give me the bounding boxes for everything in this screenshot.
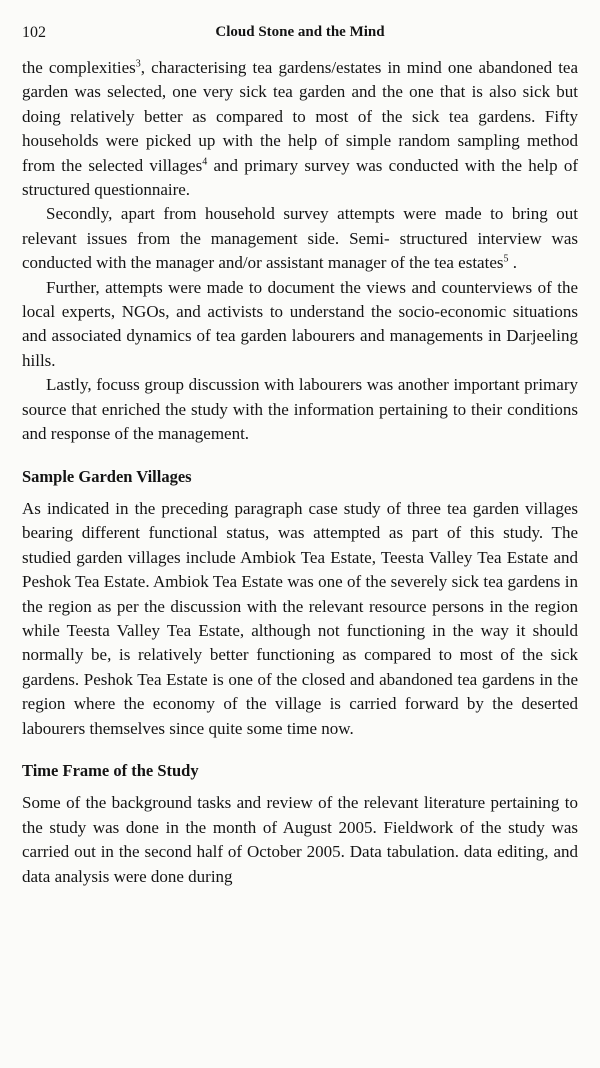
paragraph-further: Further, attempts were made to document the views and counterviews of the local experts, NGOs, and activists to understand the socio-economic situations and associated dynamics of tea garden labourers and managements in Darjeeling hills. (22, 277, 578, 370)
paragraph-lastly: Lastly, focuss group discussion with labourers was another important primary source that enriched the study with the information pertaining to their conditions and response of the management. (22, 375, 578, 444)
paragraph-complexities (22, 56, 578, 202)
footnote-marker: 4 (202, 155, 208, 167)
page-body (22, 56, 578, 889)
paragraph-text: . (508, 253, 517, 273)
paragraph-text: and primary survey was conducted with the help of structured questionnaire. (22, 155, 579, 200)
section-heading-sample-garden-villages: Sample Garden Villages (22, 466, 192, 486)
footnote-marker: 3 (135, 58, 141, 70)
paragraph-text: , characterising tea gardens/estates in mind one abandoned tea garden was selected, one very sick tea garden and the one that is also sick but doing relatively better as compared to most of the sick tea gardens. Fifty households were picked up with the help of simple random sampling method from the selected villages (22, 58, 579, 175)
paragraph-text: Secondly, apart from household survey attempts were made to bring out relevant issues from the management side. Semi- structured interview was conducted with the manager and/or assistant manager of the tea estates (22, 204, 578, 273)
page-number: 102 (22, 24, 46, 41)
paragraph-secondly (22, 202, 578, 275)
page-header (22, 24, 578, 46)
footnote-marker: 5 (503, 253, 509, 265)
paragraph-sample-garden-villages: As indicated in the preceding paragraph case study of three tea garden villages bearing different functional status, was attempted as part of this study. The studied garden villages include Ambiok Tea Estate, Teesta Valley Tea Estate and Peshok Tea Estate. Ambiok Tea Estate was one of the severely sick tea gardens in the region as per the discussion with the relevant resource persons in the region while Teesta Valley Tea Estate, although not functioning in the way it should normally be, is relatively better functioning as compared to most of the sick gardens. Peshok Tea Estate is one of the closed and abandoned tea gardens in the region where the economy of the village is carried forward by the deserted labourers themselves since quite some time now. (22, 498, 578, 738)
paragraph-text: the complexities (22, 58, 136, 77)
paragraph-time-frame: Some of the background tasks and review of the relevant literature pertaining to the study was done in the month of August 2005. Fieldwork of the study was carried out in the second half of October 2005. Data tabulation. data editing, and data analysis were done during (22, 793, 578, 886)
section-heading-time-frame: Time Frame of the Study (22, 760, 199, 780)
running-head: Cloud Stone and the Mind (215, 24, 385, 40)
